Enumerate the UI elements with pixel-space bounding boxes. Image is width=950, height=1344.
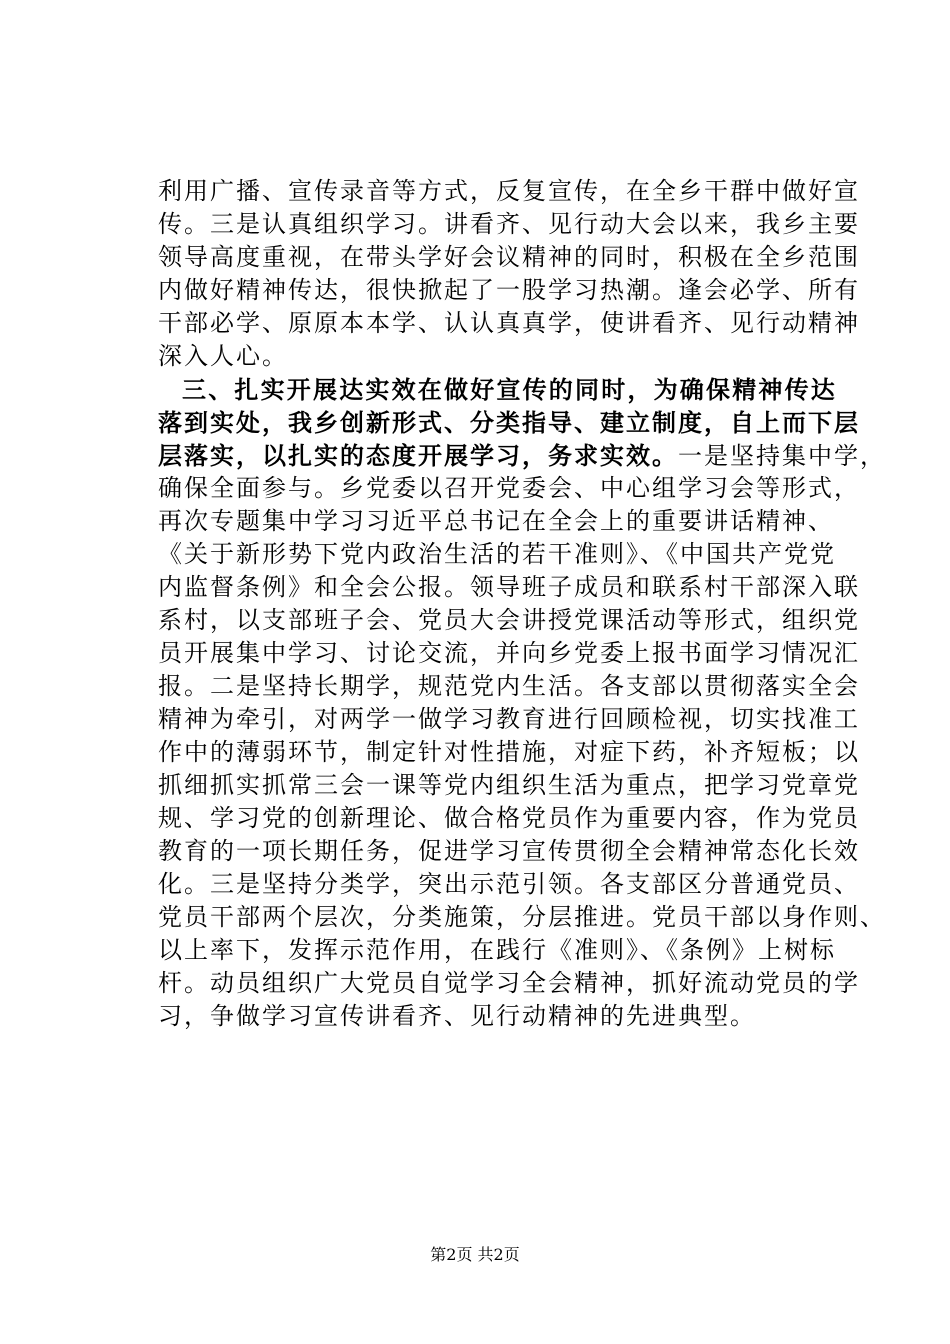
text-line: 内监督条例》和全会公报。领导班子成员和联系村干部深入联	[158, 573, 860, 601]
text-line: 员开展集中学习、讨论交流，并向乡党委上报书面学习情况汇	[158, 639, 860, 667]
text-line: 习，争做学习宣传讲看齐、见行动精神的先进典型。	[158, 1002, 756, 1030]
section-heading-line: 三、扎实开展达实效在做好宣传的同时，为确保精神传达	[182, 375, 837, 404]
text-line: 干部必学、原原本本学、认认真真学，使讲看齐、见行动精神	[158, 309, 860, 337]
paragraph-2	[158, 373, 886, 1033]
text-line: 党员干部两个层次，分类施策，分层推进。党员干部以身作则、	[158, 903, 886, 931]
text-line: 化。三是坚持分类学，突出示范引领。各支部区分普通党员、	[158, 870, 860, 898]
text-line: 教育的一项长期任务，促进学习宣传贯彻全会精神常态化长效	[158, 837, 860, 865]
text-line: 系村，以支部班子会、党员大会讲授党课活动等形式，组织党	[158, 606, 860, 634]
text-line: 深入人心。	[158, 342, 288, 370]
text-line: 内做好精神传达，很快掀起了一股学习热潮。逢会必学、所有	[158, 276, 860, 304]
text-line: 杆。动员组织广大党员自觉学习全会精神，抓好流动党员的学	[158, 969, 860, 997]
text-line: 精神为牵引，对两学一做学习教育进行回顾检视，切实找准工	[158, 705, 860, 733]
text-line: 作中的薄弱环节，制定针对性措施，对症下药，补齐短板；以	[158, 738, 860, 766]
text-line: 以上率下，发挥示范作用，在践行《准则》、《条例》上树标	[158, 936, 836, 964]
bold-text: 层落实，以扎实的态度开展学习，务求实效。	[158, 441, 678, 470]
page-footer: 第2页 共2页	[430, 1245, 520, 1264]
text-line: 确保全面参与。乡党委以召开党委会、中心组学习会等形式，	[158, 474, 860, 502]
normal-text: 一是坚持集中学，	[678, 442, 886, 470]
text-line: 《关于新形势下党内政治生活的若干准则》、《中国共产党党	[158, 540, 836, 568]
text-line: 报。二是坚持长期学，规范党内生活。各支部以贯彻落实全会	[158, 672, 860, 700]
document-body	[158, 175, 886, 1033]
text-line: 利用广播、宣传录音等方式，反复宣传，在全乡干群中做好宣	[158, 177, 860, 205]
text-line: 抓细抓实抓常三会一课等党内组织生活为重点，把学习党章党	[158, 771, 860, 799]
text-line: 传。三是认真组织学习。讲看齐、见行动大会以来，我乡主要	[158, 210, 860, 238]
text-line-mixed	[158, 439, 886, 472]
section-heading-line: 落到实处，我乡创新形式、分类指导、建立制度，自上而下层	[158, 408, 860, 437]
paragraph-1	[158, 175, 860, 373]
text-line: 规、学习党的创新理论、做合格党员作为重要内容，作为党员	[158, 804, 860, 832]
text-line: 领导高度重视，在带头学好会议精神的同时，积极在全乡范围	[158, 243, 860, 271]
text-line: 再次专题集中学习习近平总书记在全会上的重要讲话精神、	[158, 507, 834, 535]
